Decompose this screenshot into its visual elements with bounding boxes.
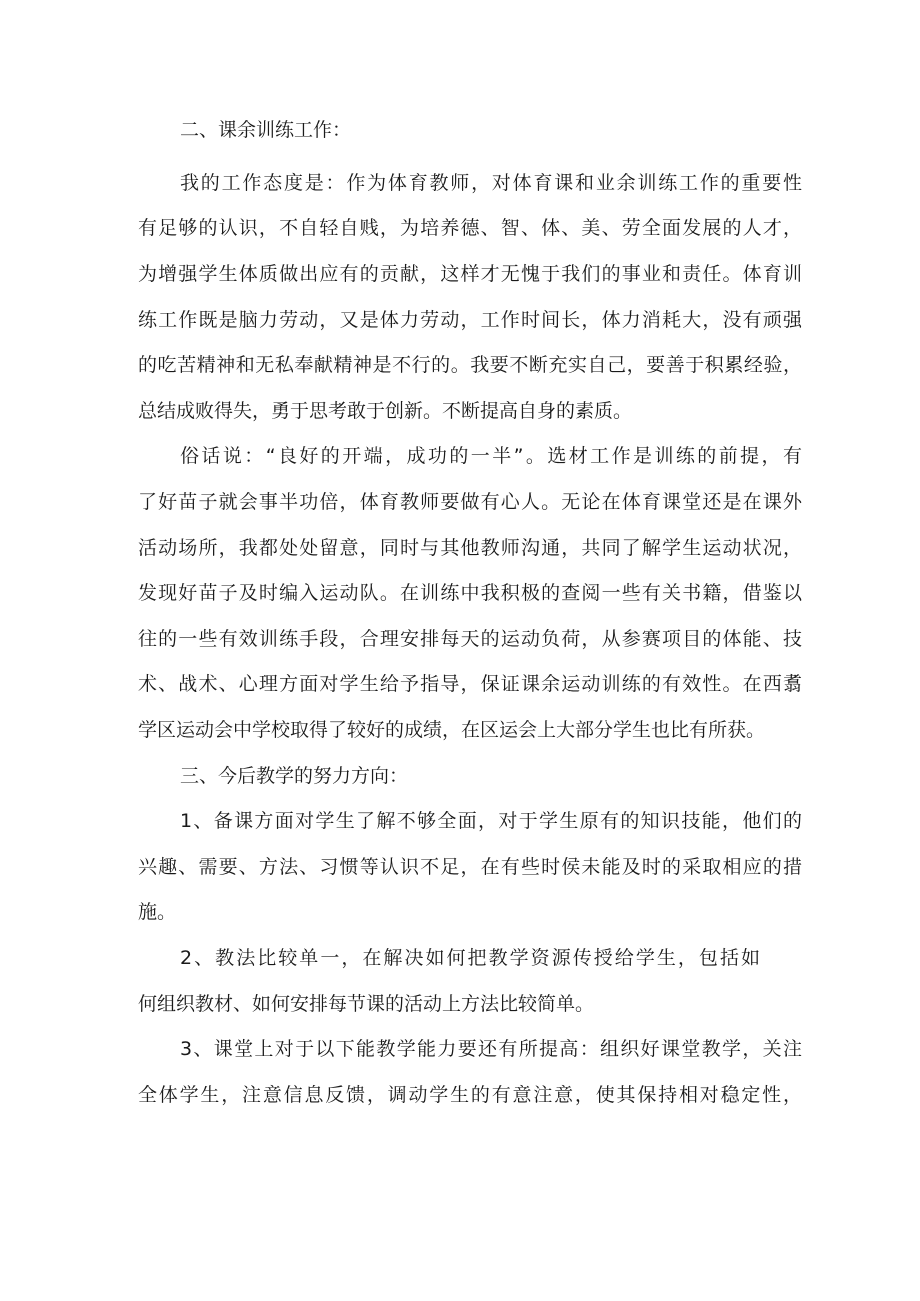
paragraph-line: 1、备课方面对学生了解不够全面，对于学生原有的知识技能，他们的 [180, 810, 802, 832]
paragraph-line: 的吃苦精神和无私奉献精神是不行的。我要不断充实自己，要善于积累经验， [138, 354, 802, 376]
paragraph-line: 3、课堂上对于以下能教学能力要还有所提高：组织好课堂教学，关注 [180, 1038, 802, 1060]
paragraph-line: 全体学生，注意信息反馈，调动学生的有意注意，使其保持相对稳定性， [138, 1084, 802, 1106]
paragraph-line: 总结成败得失，勇于思考敢于创新。不断提高自身的素质。 [138, 400, 633, 422]
paragraph-line: 兴趣、需要、方法、习惯等认识不足，在有些时侯未能及时的采取相应的措 [138, 856, 802, 878]
paragraph-line: 了好苗子就会事半功倍，体育教师要做有心人。无论在体育课堂还是在课外 [138, 491, 802, 513]
paragraph-line: 发现好苗子及时编入运动队。在训练中我积极的查阅一些有关书籍，借鉴以 [138, 582, 802, 604]
paragraph-line: 我的工作态度是：作为体育教师，对体育课和业余训练工作的重要性 [180, 172, 802, 194]
paragraph-line: 俗话说：“良好的开端，成功的一半”。选材工作是训练的前提，有 [180, 445, 802, 467]
section-heading-future-direction: 三、今后教学的努力方向： [180, 765, 409, 787]
paragraph-line: 往的一些有效训练手段，合理安排每天的运动负荷，从参赛项目的体能、技 [138, 628, 802, 650]
section-heading-extracurricular-training: 二、课余训练工作： [180, 119, 352, 141]
paragraph-line: 练工作既是脑力劳动，又是体力劳动，工作时间长，体力消耗大，没有顽强 [138, 309, 802, 331]
paragraph-line: 有足够的认识，不自轻自贱，为培养德、智、体、美、劳全面发展的人才， [138, 217, 802, 239]
paragraph-line: 施。 [138, 901, 177, 923]
paragraph-line: 为增强学生体质做出应有的贡献，这样才无愧于我们的事业和责任。体育训 [138, 263, 802, 285]
paragraph-line: 术、战术、心理方面对学生给予指导，保证课余运动训练的有效性。在西翥 [138, 673, 802, 695]
paragraph-line: 学区运动会中学校取得了较好的成绩，在区运会上大部分学生也比有所获。 [138, 719, 766, 741]
paragraph-line: 活动场所，我都处处留意，同时与其他教师沟通，共同了解学生运动状况， [138, 537, 802, 559]
paragraph-line: 2、教法比较单一，在解决如何把教学资源传授给学生，包括如 [180, 947, 760, 969]
paragraph-line: 何组织教材、如何安排每节课的活动上方法比较简单。 [138, 993, 595, 1015]
